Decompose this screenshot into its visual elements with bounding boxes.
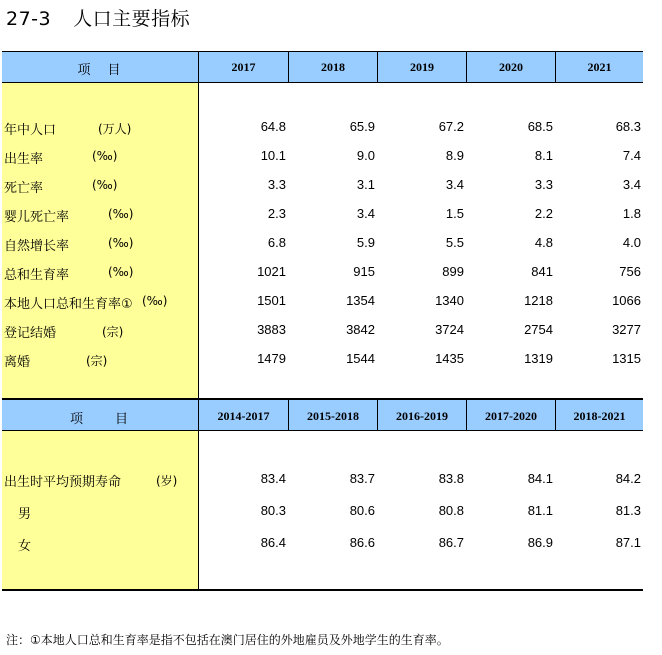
table-cell: 841 bbox=[531, 264, 553, 279]
row-label: 死亡率 bbox=[4, 181, 44, 196]
table-cell: 9.0 bbox=[356, 148, 375, 163]
row-label: 年中人口 bbox=[4, 123, 57, 138]
table-number: 27-3 bbox=[6, 8, 52, 30]
row-unit: (‰) bbox=[108, 265, 134, 279]
col-header: 2015-2018 bbox=[307, 409, 359, 423]
table-cell: 1319 bbox=[524, 351, 553, 366]
table-cell: 3.4 bbox=[445, 177, 464, 192]
table-cell: 1.5 bbox=[445, 206, 464, 221]
col-header: 2020 bbox=[499, 60, 523, 74]
col-header: 2021 bbox=[587, 60, 612, 74]
table-cell: 80.3 bbox=[260, 503, 286, 518]
row-label: 离婚 bbox=[4, 355, 31, 370]
row-label: 男 bbox=[18, 507, 32, 522]
table-cell: 6.8 bbox=[267, 235, 286, 250]
row-unit: (‰) bbox=[108, 207, 134, 221]
col-header: 2017-2020 bbox=[485, 409, 537, 423]
page-title bbox=[6, 4, 190, 31]
table-cell: 3.4 bbox=[356, 206, 375, 221]
row-label: 婴儿死亡率 bbox=[4, 210, 70, 225]
row-label: 总和生育率 bbox=[4, 268, 70, 283]
row-unit: (‰) bbox=[92, 149, 118, 163]
row-label: 登记结婚 bbox=[4, 326, 57, 341]
table-cell: 5.9 bbox=[356, 235, 375, 250]
table-cell: 3.4 bbox=[622, 177, 641, 192]
rule bbox=[2, 430, 643, 431]
table-cell: 86.4 bbox=[260, 535, 286, 550]
col-header: 2017 bbox=[231, 60, 256, 74]
rule bbox=[2, 51, 643, 52]
col-header: 2018 bbox=[321, 60, 345, 74]
label-column-bg-2 bbox=[2, 431, 199, 591]
row-unit: (岁) bbox=[156, 474, 178, 488]
col-header: 2018-2021 bbox=[573, 409, 626, 423]
table-cell: 87.1 bbox=[615, 535, 641, 550]
rule bbox=[2, 82, 643, 83]
statistics-table bbox=[2, 51, 643, 591]
table-cell: 64.8 bbox=[260, 119, 286, 134]
table-cell: 1479 bbox=[257, 351, 286, 366]
row-unit: (‰) bbox=[142, 294, 168, 308]
table-cell: 1354 bbox=[346, 293, 375, 308]
table-cell: 1066 bbox=[612, 293, 641, 308]
col-header: 2016-2019 bbox=[396, 409, 448, 423]
row-unit: (宗) bbox=[86, 354, 108, 368]
table-cell: 67.2 bbox=[438, 119, 464, 134]
table-cell: 4.8 bbox=[534, 235, 553, 250]
table-cell: 3277 bbox=[612, 322, 641, 337]
table-cell: 1218 bbox=[524, 293, 553, 308]
table-cell: 8.9 bbox=[445, 148, 464, 163]
table-cell: 86.7 bbox=[438, 535, 464, 550]
footnote: 注：①本地人口总和生育率是指不包括在澳门居住的外地雇员及外地学生的生育率。 bbox=[6, 633, 449, 647]
table-cell: 3724 bbox=[435, 322, 464, 337]
table-cell: 756 bbox=[619, 264, 641, 279]
table-cell: 1021 bbox=[257, 264, 286, 279]
table-cell: 86.9 bbox=[527, 535, 553, 550]
table-cell: 86.6 bbox=[349, 535, 375, 550]
table-cell: 83.7 bbox=[349, 471, 375, 486]
table-cell: 4.0 bbox=[622, 235, 641, 250]
row-unit: (‰) bbox=[92, 178, 118, 192]
table-cell: 2.3 bbox=[267, 206, 286, 221]
row-label: 女 bbox=[18, 539, 32, 554]
table-cell: 1315 bbox=[612, 351, 641, 366]
table-cell: 3.1 bbox=[356, 177, 375, 192]
row-label: 本地人口总和生育率① bbox=[4, 297, 133, 312]
row-unit: (‰) bbox=[108, 236, 134, 250]
table-cell: 81.1 bbox=[527, 503, 553, 518]
table-cell: 7.4 bbox=[622, 148, 641, 163]
row-unit: (万人) bbox=[98, 122, 132, 136]
table-cell: 3842 bbox=[346, 322, 375, 337]
table-cell: 80.8 bbox=[438, 503, 464, 518]
item-header-1: 项 目 bbox=[77, 63, 123, 78]
row-label: 出生时平均预期寿命 bbox=[4, 475, 122, 490]
table-title: 人口主要指标 bbox=[73, 8, 191, 30]
table-cell: 3883 bbox=[257, 322, 286, 337]
row-label: 出生率 bbox=[4, 152, 44, 167]
col-header: 2014-2017 bbox=[217, 409, 270, 423]
table-cell: 81.3 bbox=[615, 503, 641, 518]
column-divider bbox=[198, 51, 199, 591]
table-cell: 2754 bbox=[524, 322, 553, 337]
table-cell: 1501 bbox=[257, 293, 286, 308]
row-unit: (宗) bbox=[102, 325, 124, 339]
table-cell: 68.5 bbox=[527, 119, 553, 134]
col-header: 2019 bbox=[410, 60, 434, 74]
table-cell: 1.8 bbox=[622, 206, 641, 221]
table-cell: 1544 bbox=[346, 351, 375, 366]
table-cell: 84.2 bbox=[615, 471, 641, 486]
table-cell: 65.9 bbox=[349, 119, 375, 134]
rule bbox=[2, 398, 643, 400]
row-label: 自然增长率 bbox=[4, 239, 70, 254]
table-cell: 2.2 bbox=[534, 206, 553, 221]
table-cell: 8.1 bbox=[534, 148, 553, 163]
table-cell: 1435 bbox=[435, 351, 464, 366]
table-cell: 83.8 bbox=[438, 471, 464, 486]
item-header-2: 项 目 bbox=[69, 412, 130, 427]
table-cell: 80.6 bbox=[349, 503, 375, 518]
table-cell: 899 bbox=[442, 264, 464, 279]
table-cell: 1340 bbox=[435, 293, 464, 308]
table-cell: 10.1 bbox=[260, 148, 286, 163]
table-cell: 3.3 bbox=[534, 177, 553, 192]
rule bbox=[2, 589, 643, 591]
table-cell: 5.5 bbox=[445, 235, 464, 250]
table-cell: 68.3 bbox=[615, 119, 641, 134]
table-cell: 915 bbox=[353, 264, 375, 279]
table-cell: 84.1 bbox=[527, 471, 553, 486]
table-cell: 83.4 bbox=[260, 471, 286, 486]
table-cell: 3.3 bbox=[267, 177, 286, 192]
